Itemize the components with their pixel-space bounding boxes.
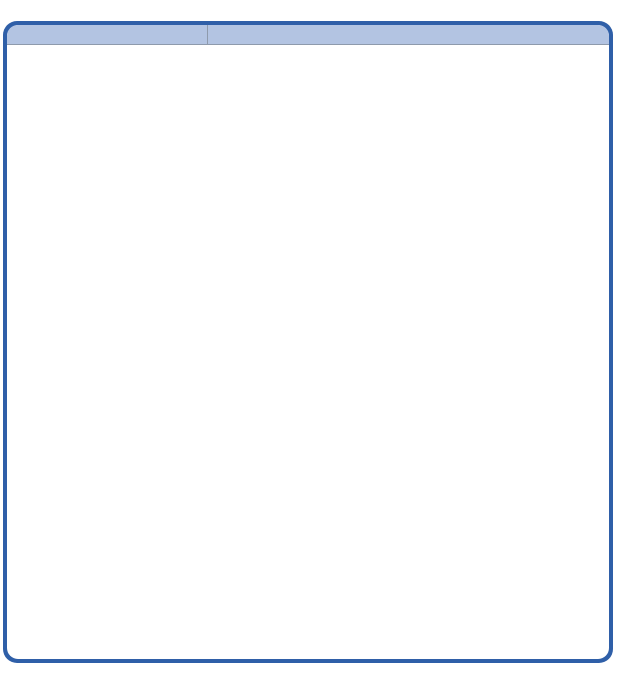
guidelines-table [7,25,609,659]
table-frame [3,21,613,663]
header-valoracion [7,25,208,44]
table-header [7,25,609,45]
header-recomendaciones [208,25,609,44]
